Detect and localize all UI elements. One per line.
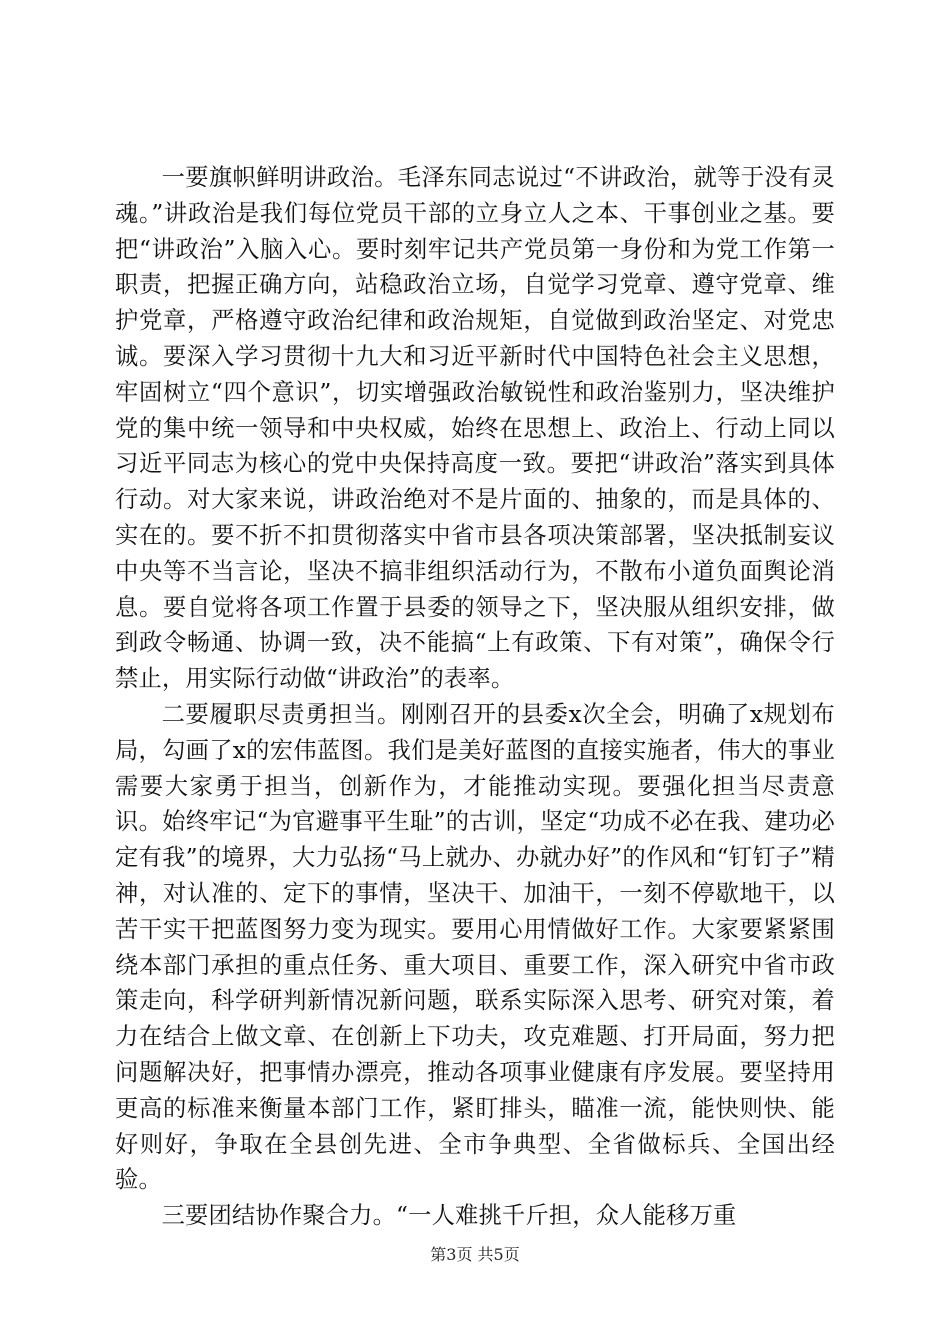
paragraph-unity: 三要团结协作聚合力。“一人难挑千斤担，众人能移万重 bbox=[161, 1202, 737, 1230]
paragraph-political: 一要旗帜鲜明讲政治。毛泽东同志说过“不讲政治，就等于没有灵魂。”讲政治是我们每位党员干部的立身立人之本、干事创业之基。要把“讲政治”入脑入心。要时刻牢记共产党员第一身份和为党工作第一职责，把握正确方向，站稳政治立场，自觉学习党章、遵守党章、维护党章，严格遵守政治纪律和政治规矩，自觉做到政治坚定、对党忠诚。要深入学习贯彻十九大和习近平新时代中国特色社会主义思想，牢固树立“四个意识”，切实增强政治敏锐性和政治鉴别力，坚决维护党的集中统一领导和中央权威，始终在思想上、政治上、行动上同以习近平同志为核心的党中央保持高度一致。要把“讲政治”落实到具体行动。对大家来说，讲政治绝对不是片面的、抽象的，而是具体的、实在的。要不折不扣贯彻落实中省市县各项决策部署，坚决抵制妄议中央等不当言论，坚决不搞非组织活动行为，不散布小道负面舆论消息。要自觉将各项工作置于县委的领导之下，坚决服从组织安排，做到政令畅通、协调一致，决不能搞“上有政策、下有对策”，确保令行禁止，用实际行动做“讲政治”的表率。 bbox=[115, 164, 835, 693]
page-footer: 第3页 共5页 bbox=[430, 1245, 520, 1264]
document-body bbox=[115, 160, 835, 1234]
paragraph-responsibility: 二要履职尽责勇担当。刚刚召开的县委x次全会，明确了x规划布局，勾画了x的宏伟蓝图。我们是美好蓝图的直接实施者，伟大的事业需要大家勇于担当，创新作为，才能推动实现。要强化担当尽责意识。始终牢记“为官避事平生耻”的古训，坚定“功成不必在我、建功必定有我”的境界，大力弘扬“马上就办、办就办好”的作风和“钉钉子”精神，对认准的、定下的事情，坚决干、加油干，一刻不停歇地干，以苦干实干把蓝图努力变为现实。要用心用情做好工作。大家要紧紧围绕本部门承担的重点任务、重大项目、重要工作，深入研究中省市政策走向，科学研判新情况新问题，联系实际深入思考、研究对策，着力在结合上做文章、在创新上下功夫，攻克难题、打开局面，努力把问题解决好，把事情办漂亮，推动各项事业健康有序发展。要坚持用更高的标准来衡量本部门工作，紧盯排头，瞄准一流，能快则快、能好则好，争取在全县创先进、全市争典型、全省做标兵、全国出经验。 bbox=[115, 700, 835, 1194]
